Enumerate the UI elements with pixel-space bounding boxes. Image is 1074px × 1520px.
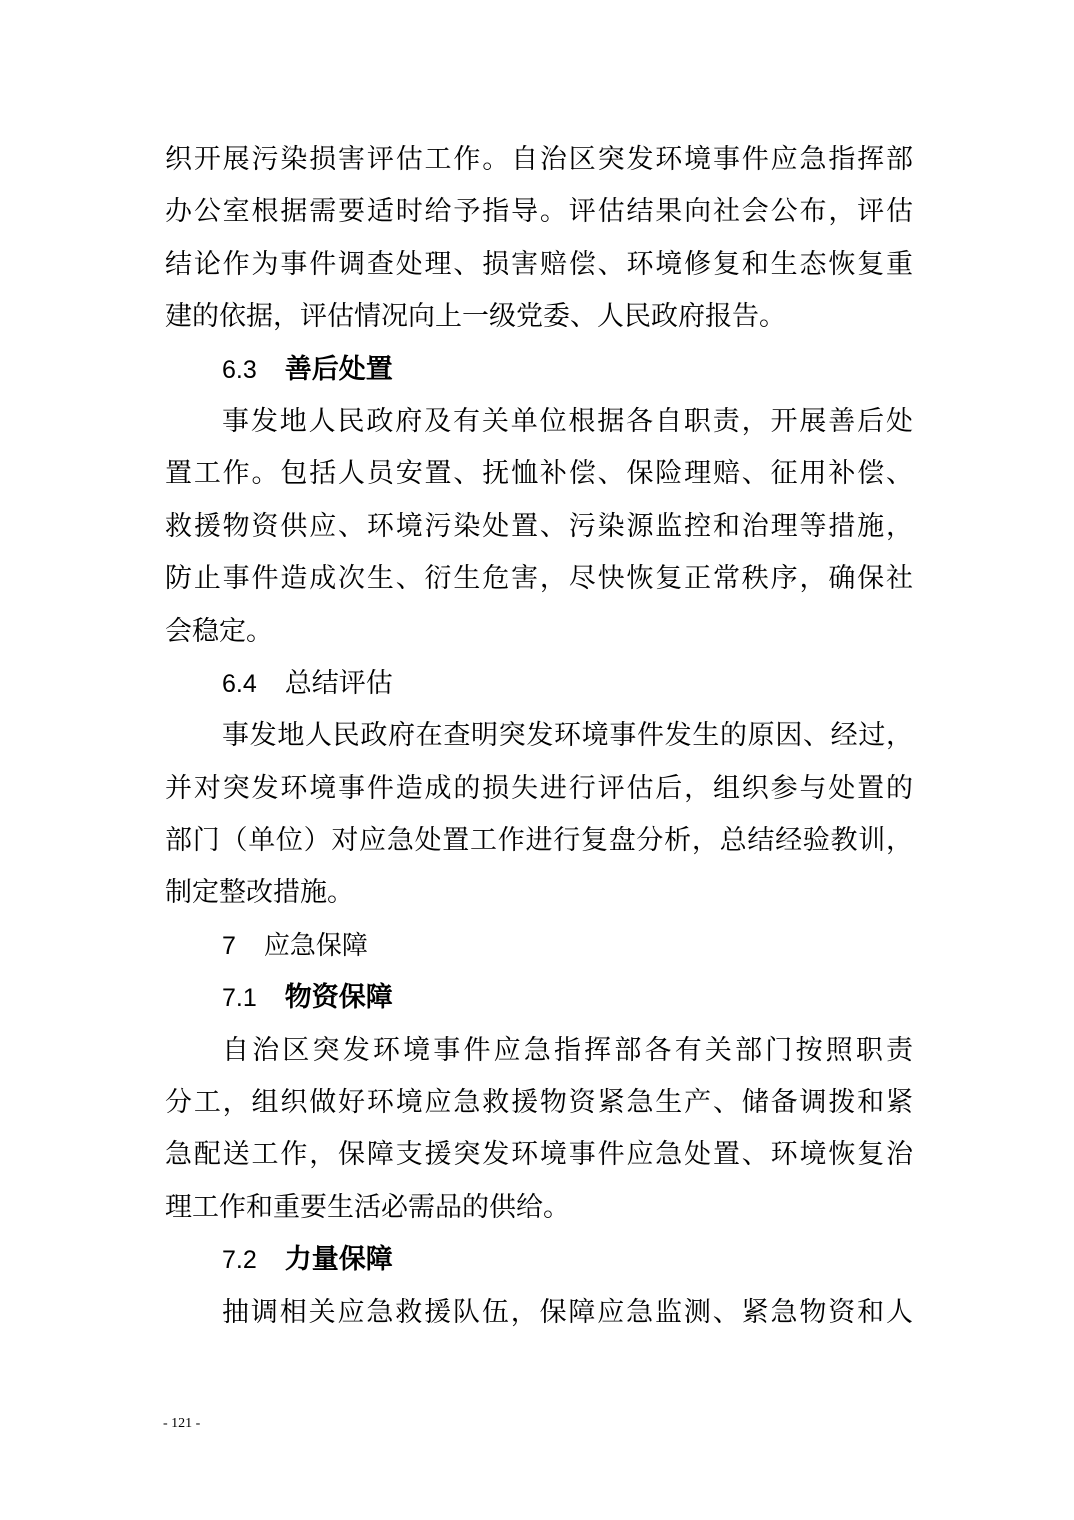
section-number: 6.4 [222, 669, 257, 698]
paragraph-line: 会稳定。 [165, 615, 273, 647]
paragraph-line: 办公室根据需要适时给予指导。评估结果向社会公布，评估 [165, 196, 913, 228]
paragraph-line: 防止事件造成次生、衍生危害，尽快恢复正常秩序，确保社 [165, 563, 913, 595]
text-column [165, 134, 913, 1339]
section-heading [165, 972, 913, 1024]
paragraph-line: 置工作。包括人员安置、抚恤补偿、保险理赔、征用补偿、 [165, 458, 913, 490]
paragraph-line: 部门（单位）对应急处置工作进行复盘分析，总结经验教训， [165, 825, 913, 857]
paragraph-line: 自治区突发环境事件应急指挥部各有关部门按照职责 [222, 1034, 913, 1066]
paragraph-line: 救援物资供应、环境污染处置、污染源监控和治理等措施， [165, 510, 913, 542]
section-title: 总结评估 [284, 667, 393, 699]
section-number: 6.3 [222, 355, 257, 384]
page-number: - 121 - [163, 1416, 201, 1431]
section-heading [165, 1234, 913, 1286]
paragraph-line: 建的依据，评估情况向上一级党委、人民政府报告。 [165, 301, 786, 333]
section-title: 应急保障 [263, 930, 368, 961]
section-heading [165, 344, 913, 396]
section-heading [165, 920, 913, 972]
section-number: 7 [222, 931, 236, 960]
section-title: 力量保障 [284, 1244, 393, 1276]
paragraph-line: 制定整改措施。 [165, 877, 354, 909]
paragraph-line: 事发地人民政府及有关单位根据各自职责，开展善后处 [222, 405, 913, 437]
section-number: 7.1 [222, 984, 257, 1013]
section-heading [165, 658, 913, 710]
paragraph-line: 理工作和重要生活必需品的供给。 [165, 1191, 570, 1223]
paragraph-line: 事发地人民政府在查明突发环境事件发生的原因、经过， [222, 720, 913, 752]
paragraph-line: 分工，组织做好环境应急救援物资紧急生产、储备调拨和紧 [165, 1087, 913, 1119]
paragraph-line: 并对突发环境事件造成的损失进行评估后，组织参与处置的 [165, 772, 913, 804]
paragraph-line: 抽调相关应急救援队伍，保障应急监测、紧急物资和人 [222, 1296, 913, 1328]
section-title: 物资保障 [284, 982, 393, 1014]
section-title: 善后处置 [284, 353, 393, 385]
paragraph-line: 结论作为事件调查处理、损害赔偿、环境修复和生态恢复重 [165, 248, 913, 280]
paragraph-line: 急配送工作，保障支援突发环境事件应急处置、环境恢复治 [165, 1139, 913, 1171]
section-number: 7.2 [222, 1246, 257, 1275]
paragraph-line: 织开展污染损害评估工作。自治区突发环境事件应急指挥部 [165, 144, 913, 175]
